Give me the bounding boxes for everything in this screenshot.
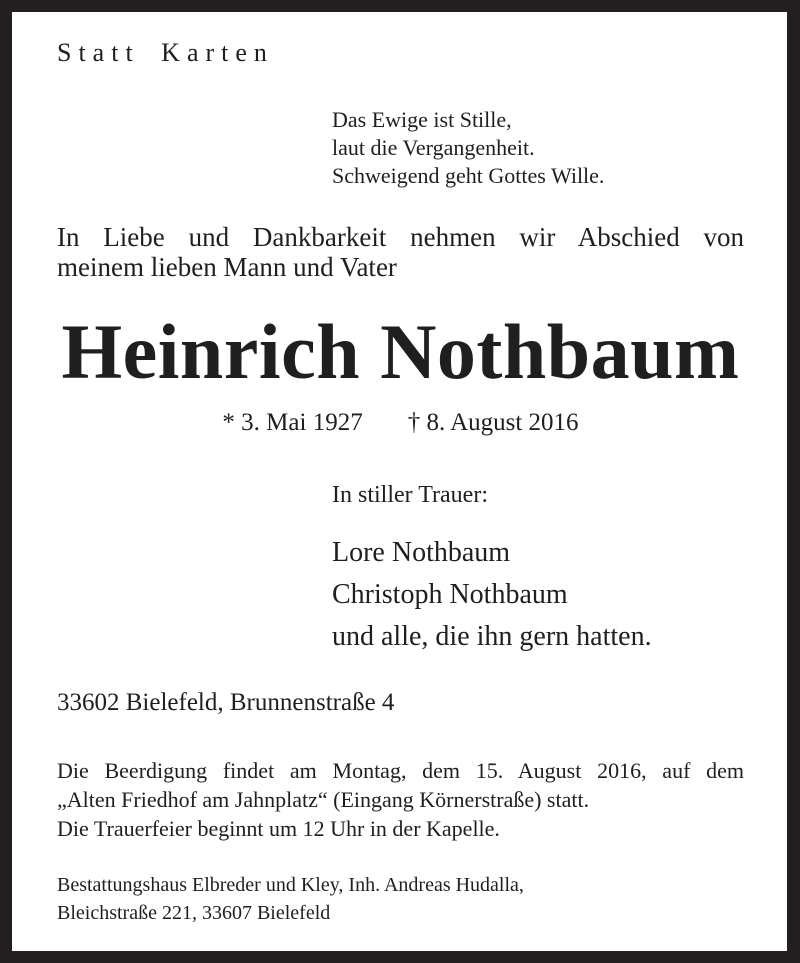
funeral-info-block xyxy=(57,756,744,843)
poem-line: Das Ewige ist Stille, xyxy=(332,107,512,132)
intro-line: In Liebe und Dankbarkeit nehmen wir Abschied von xyxy=(57,222,744,252)
mourner-name: Lore Nothbaum xyxy=(332,537,511,568)
mourning-heading: In stiller Trauer: xyxy=(332,482,488,508)
mourning-block xyxy=(332,480,744,658)
intro-paragraph xyxy=(57,222,744,282)
intro-line: meinem lieben Mann und Vater xyxy=(57,252,397,282)
kicker-statt-karten: Statt Karten xyxy=(57,38,274,67)
mourners-list xyxy=(332,532,744,658)
birth-date: * 3. Mai 1927 xyxy=(222,409,363,436)
funeral-home-line: Bleichstraße 221, 33607 Bielefeld xyxy=(57,902,331,924)
life-dates xyxy=(57,408,744,438)
poem-block xyxy=(332,106,744,190)
poem-line: laut die Vergangenheit. xyxy=(332,135,535,160)
funeral-home-line: Bestattungshaus Elbreder und Kley, Inh. Andreas Hudalla, xyxy=(57,874,524,896)
mourner-name: Christoph Nothbaum xyxy=(332,579,568,610)
funeral-info-line: Die Trauerfeier beginnt um 12 Uhr in der Kapelle. xyxy=(57,816,500,841)
mourner-name: und alle, die ihn gern hatten. xyxy=(332,621,652,652)
death-date: † 8. August 2016 xyxy=(407,409,579,436)
funeral-info-line: „Alten Friedhof am Jahnplatz“ (Eingang Körnerstraße) statt. xyxy=(57,787,590,812)
residence-address: 33602 Bielefeld, Brunnenstraße 4 xyxy=(57,689,395,716)
deceased-name: Heinrich Nothbaum xyxy=(61,308,740,395)
funeral-info-line: Die Beerdigung findet am Montag, dem 15. August 2016, auf dem xyxy=(57,758,744,783)
funeral-home-block xyxy=(57,871,744,927)
poem-line: Schweigend geht Gottes Wille. xyxy=(332,163,605,188)
obituary-content xyxy=(12,12,787,927)
